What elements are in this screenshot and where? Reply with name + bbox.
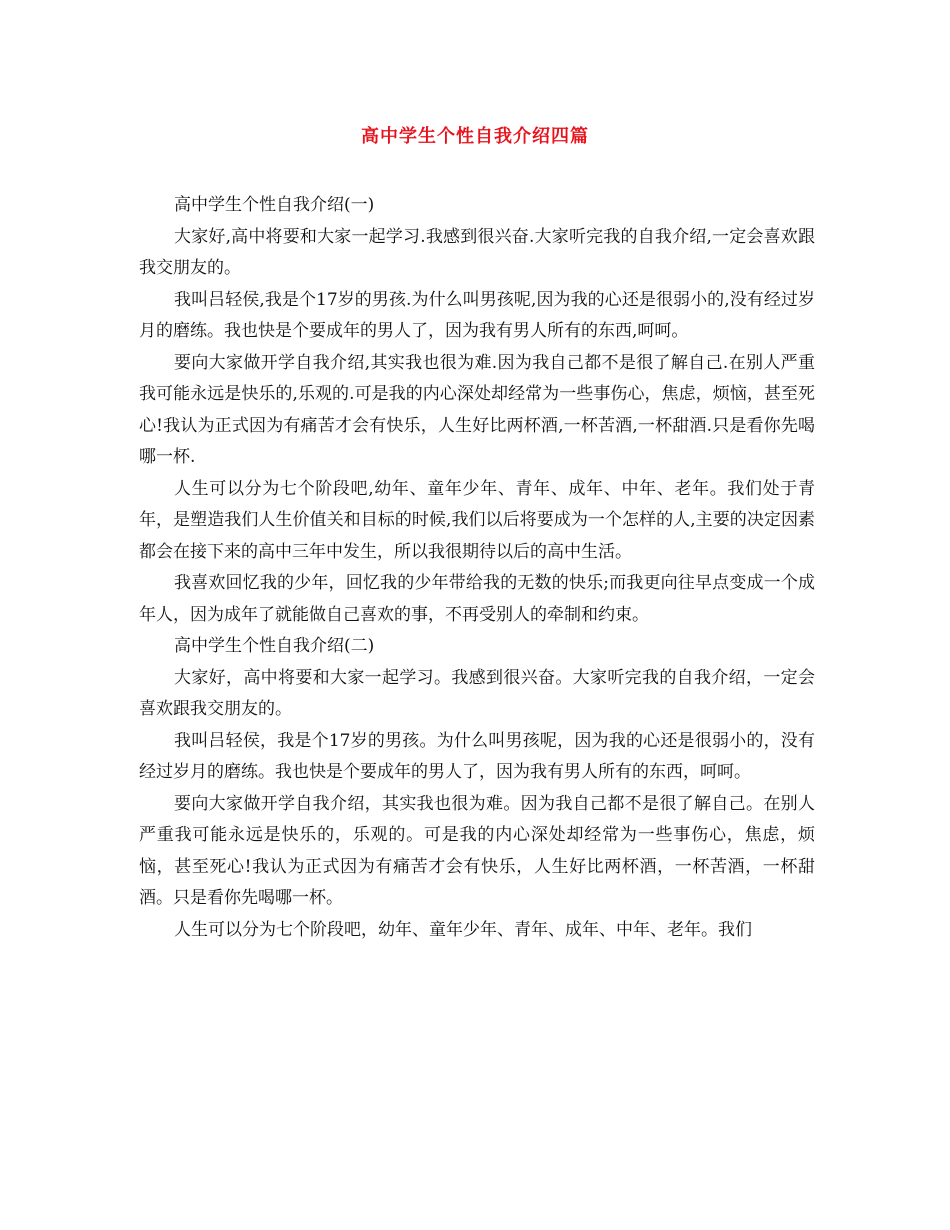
paragraph: 人生可以分为七个阶段吧，幼年、童年少年、青年、成年、中年、老年。我们 — [174, 919, 752, 940]
paragraph: 要向大家做开学自我介绍，其实我也很为难。因为我自己都不是很了解自己。在别人严重我可能永远是快乐的，乐观的。可是我的内心深处却经常为一些事伤心，焦虑，烦恼，甚至死心!我认为正式因为有痛苦才会有快乐，人生好比两杯酒，一杯苦酒，一杯甜酒。只是看你先喝哪一杯。 — [139, 793, 815, 908]
paragraph: 我叫吕轻侯，我是个17岁的男孩。为什么叫男孩呢，因为我的心还是很弱小的，没有经过岁月的磨练。我也快是个要成年的男人了，因为我有男人所有的东西，呵呵。 — [139, 730, 815, 782]
paragraph: 我叫吕轻侯,我是个17岁的男孩.为什么叫男孩呢,因为我的心还是很弱小的,没有经过岁月的磨练。我也快是个要成年的男人了，因为我有男人所有的东西,呵呵。 — [139, 289, 815, 341]
section-heading: 高中学生个性自我介绍(一) — [174, 195, 375, 215]
paragraph: 大家好,高中将要和大家一起学习.我感到很兴奋.大家听完我的自我介绍,一定会喜欢跟我交朋友的。 — [139, 226, 815, 278]
document-title: 高中学生个性自我介绍四篇 — [361, 126, 589, 147]
document-body — [139, 190, 815, 946]
paragraph: 要向大家做开学自我介绍,其实我也很为难.因为我自己都不是很了解自己.在别人严重我可能永远是快乐的,乐观的.可是我的内心深处却经常为一些事伤心，焦虑，烦恼，甚至死心!我认为正式因为有痛苦才会有快乐，人生好比两杯酒,一杯苦酒,一杯甜酒.只是看你先喝哪一杯. — [139, 352, 815, 467]
paragraph: 人生可以分为七个阶段吧,幼年、童年少年、青年、成年、中年、老年。我们处于青年，是塑造我们人生价值关和目标的时候,我们以后将要成为一个怎样的人,主要的决定因素都会在接下来的高中三年中发生，所以我很期待以后的高中生活。 — [139, 478, 815, 562]
section-heading: 高中学生个性自我介绍(二) — [174, 636, 375, 656]
paragraph: 我喜欢回忆我的少年，回忆我的少年带给我的无数的快乐;而我更向往早点变成一个成年人，因为成年了就能做自己喜欢的事，不再受别人的牵制和约束。 — [139, 573, 815, 625]
paragraph: 大家好，高中将要和大家一起学习。我感到很兴奋。大家听完我的自我介绍，一定会喜欢跟我交朋友的。 — [139, 667, 815, 719]
